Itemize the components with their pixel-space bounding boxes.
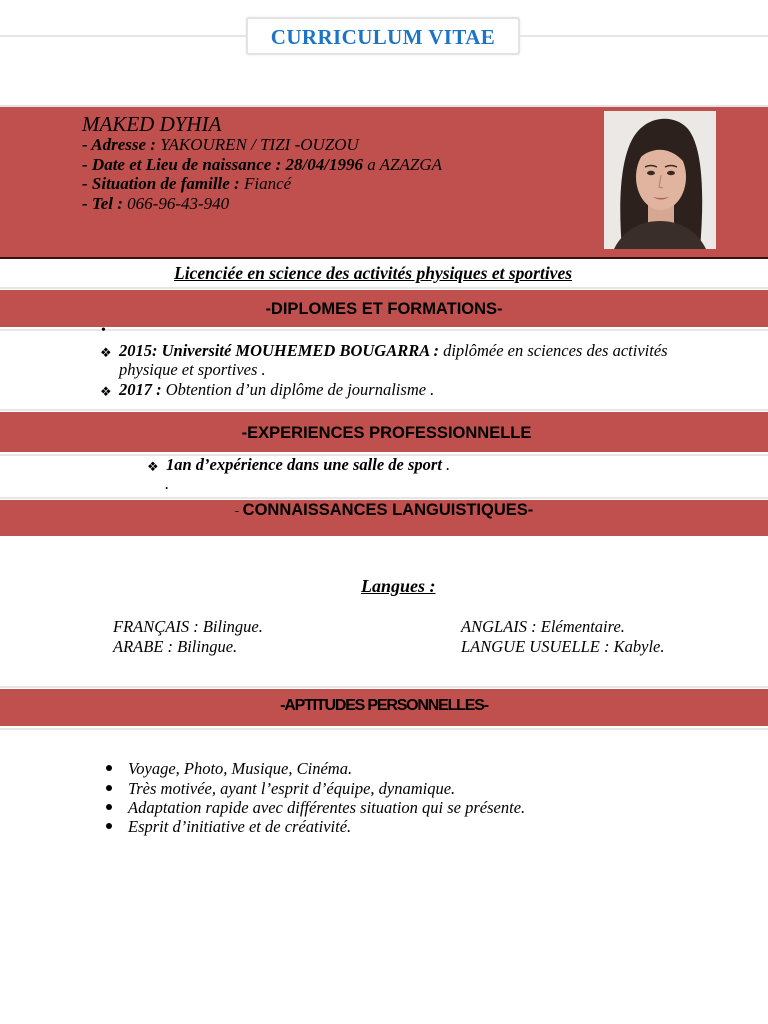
diploma-2-year: 2017 :	[119, 380, 162, 399]
birth-label: - Date et Lieu de naissance : 28/04/1996	[82, 155, 363, 174]
diplomas-band	[0, 290, 768, 327]
address-line	[82, 135, 359, 155]
profile-photo	[604, 111, 716, 249]
language-left-2: ARABE : Bilingue.	[113, 637, 238, 656]
band-rule	[0, 686, 768, 688]
diamond-bullet-icon: ❖	[100, 345, 112, 360]
band-rule	[0, 497, 768, 499]
birth-line	[82, 155, 442, 175]
diploma-item-1	[100, 341, 668, 361]
list-bullet	[106, 785, 112, 791]
languages-section-title	[0, 501, 768, 520]
band-rule	[0, 409, 768, 411]
languages-heading: Langues :	[361, 576, 436, 596]
title-box	[246, 17, 520, 55]
experience-trailing-dot: .	[165, 474, 170, 493]
family-value: Fiancé	[239, 174, 292, 193]
aptitude-item: Esprit d’initiative et de créativité.	[128, 817, 352, 836]
title-rule-left	[0, 35, 246, 37]
diploma-2-text: Obtention d’un diplôme de journalisme .	[161, 380, 435, 399]
list-bullet	[106, 823, 112, 829]
birth-value: a AZAZGA	[362, 155, 442, 174]
diploma-item-1-cont: physique et sportives .	[119, 360, 266, 379]
aptitude-item: Voyage, Photo, Musique, Cinéma.	[128, 759, 353, 778]
tel-line	[82, 194, 229, 214]
aptitudes-section-title: -APTITUDES PERSONNELLES-	[280, 697, 488, 714]
aptitude-item: Très motivée, ayant l’esprit d’équipe, dynamique.	[128, 779, 456, 798]
aptitude-item: Adaptation rapide avec différentes situation qui se présente.	[128, 798, 526, 817]
portrait-illustration	[604, 111, 716, 249]
list-bullet	[106, 765, 112, 771]
diploma-item-2	[100, 380, 434, 400]
person-name: MAKED DYHIA	[82, 112, 222, 136]
tel-label: - Tel :	[82, 194, 123, 213]
family-line	[82, 174, 291, 194]
diplomas-section-title: -DIPLOMES ET FORMATIONS-	[265, 300, 503, 318]
experience-item-1	[147, 455, 450, 475]
languages-section-label: CONNAISSANCES LANGUISTIQUES-	[242, 501, 534, 519]
list-bullet	[106, 804, 112, 810]
aptitudes-band	[0, 689, 768, 726]
address-label: - Adresse :	[82, 135, 156, 154]
diploma-1-year: 2015: Université MOUHEMED BOUGARRA :	[119, 341, 439, 360]
band-rule	[0, 329, 768, 331]
experience-band	[0, 412, 768, 452]
language-right-1: ANGLAIS : Elémentaire.	[461, 617, 625, 636]
experience-1-text: 1an d’expérience dans une salle de sport	[166, 455, 442, 474]
tel-value: 066-96-43-940	[122, 194, 230, 213]
languages-section-prefix: -	[234, 503, 243, 518]
diploma-1-text: diplômée en sciences des activités	[438, 341, 668, 360]
experience-section-title: -EXPERIENCES PROFESSIONNELLE	[241, 424, 532, 442]
title-rule-right	[518, 35, 768, 37]
stray-bullet: •	[101, 323, 106, 338]
band-rule	[0, 287, 768, 289]
band-rule	[0, 728, 768, 730]
language-left-1: FRANÇAIS : Bilingue.	[113, 617, 263, 636]
page-title: CURRICULUM VITAE	[270, 25, 496, 49]
language-right-2: LANGUE USUELLE : Kabyle.	[461, 637, 665, 656]
family-label: - Situation de famille :	[82, 174, 240, 193]
languages-band	[0, 500, 768, 536]
address-value: YAKOUREN / TIZI -OUZOU	[155, 135, 359, 154]
degree-title: Licenciée en science des activités physiques et sportives	[174, 263, 573, 283]
diamond-bullet-icon: ❖	[100, 384, 112, 399]
experience-1-end: .	[441, 455, 451, 474]
diamond-bullet-icon: ❖	[147, 459, 159, 474]
